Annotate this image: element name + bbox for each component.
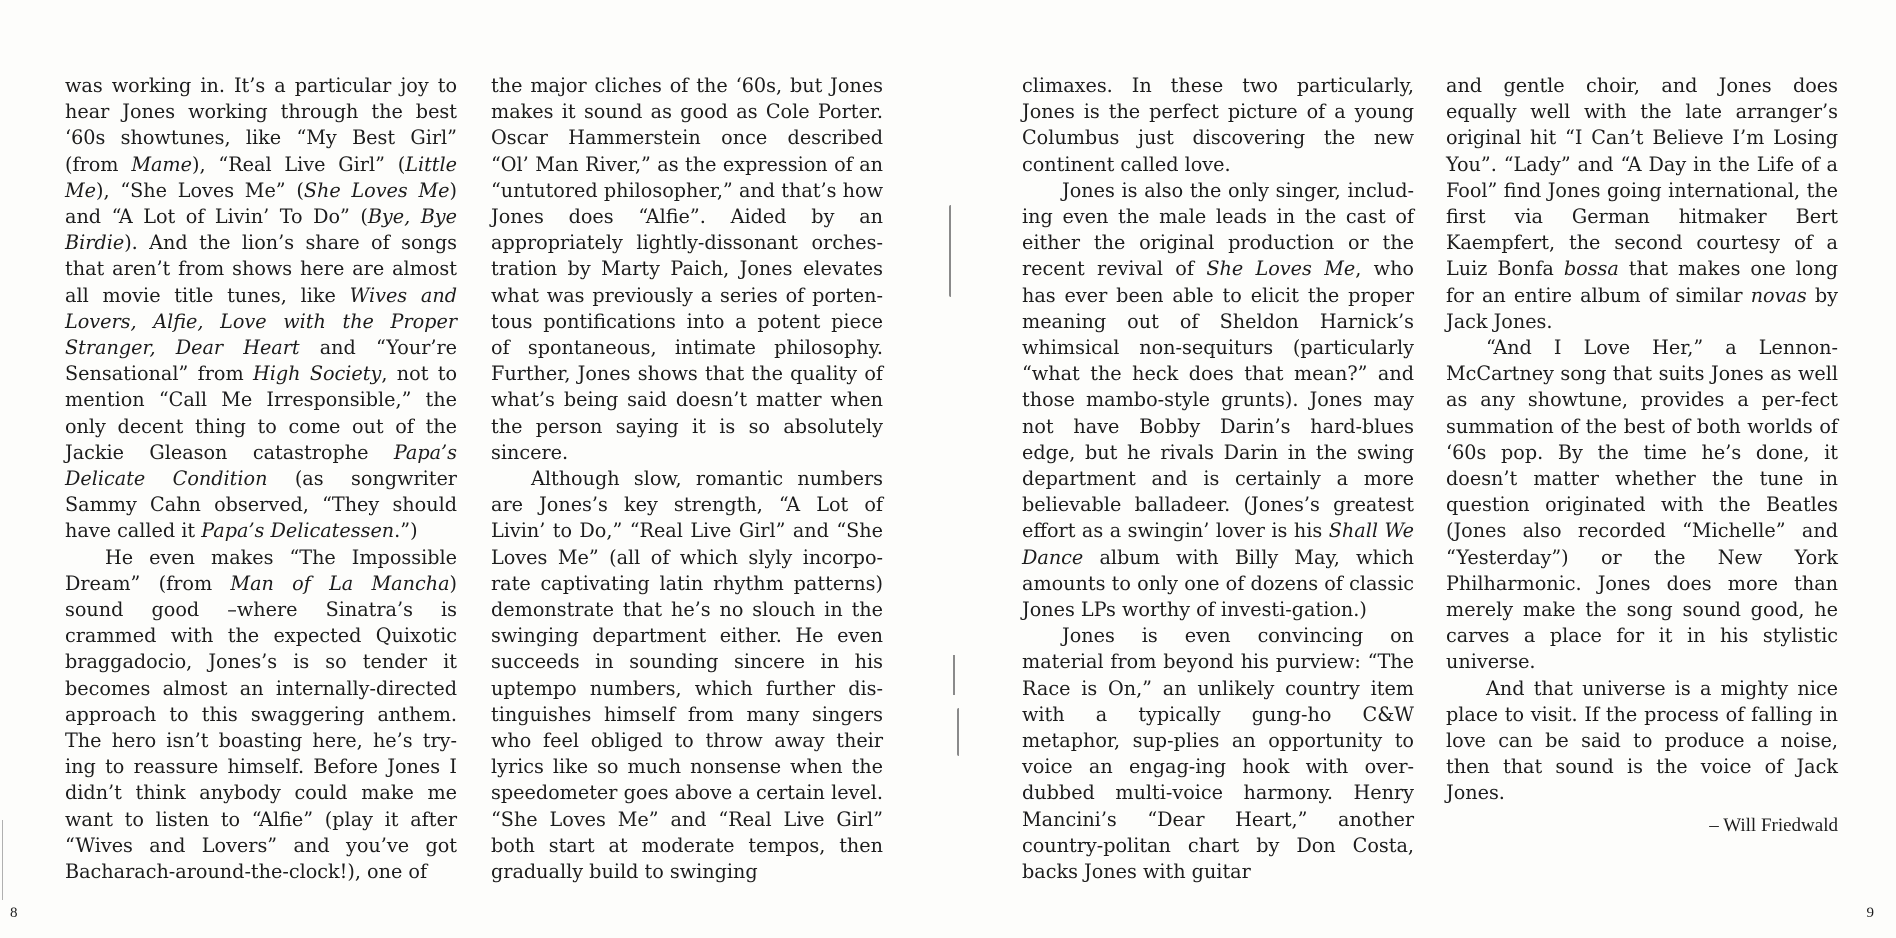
text-run: ) and “A Lot of Livin’ To Do” ( — [65, 178, 457, 229]
text-run: and “Your’re Sensational” from — [65, 336, 457, 386]
text-run: and gentle choir, and Jones does equally well with the late arranger’s original hit “I Can’t Believe I’m Losing You”. “Lady” and “A Day in the Life of a Fool” find Jones going international, the first via German hitmaker Bert Kaempfert, the second courtesy of a Luiz Bonfa — [1446, 74, 1838, 281]
text-column-1 — [65, 73, 457, 885]
binding-staple-mark — [949, 205, 951, 297]
text-run: climaxes. In these two particularly, Jones is the perfect picture of a young Columbus just discovering the new continent called love. — [1022, 74, 1414, 176]
text-run: , who has ever been able to elicit the proper meaning out of Sheldon Harnick’s whimsical non-sequiturs (particularly “what the heck does that mean?” and those mambo-style grunts). Jones may not have Bobby Darin’s hard-blues edge, but he rivals Darin in the swing department and is certainly a more believable balladeer. (Jones’s greatest effort as a swingin’ lover is his — [1022, 257, 1414, 543]
italic-title: Mame — [131, 152, 192, 176]
text-run: “And I Love Her,” a Lennon-McCartney song that suits Jones as well as any showtune, provides a per-fect summation of the best of both worlds of ‘60s pop. By the time he’s done, it doesn’t matter whether the tune in question originated with the Beatles (Jones also recorded “Michelle” and “Yesterday”) or the New York Philharmonic. Jones does more than merely make the song sound good, he carves a place for it in his stylistic universe. — [1446, 336, 1838, 674]
text-column-4 — [1446, 73, 1838, 839]
binding-staple-mark — [953, 655, 955, 695]
italic-title: Bye, Bye Birdie — [65, 205, 457, 255]
text-run: (as songwriter Sammy Cahn observed, “They should have called it — [65, 467, 457, 543]
paragraph — [1022, 623, 1414, 885]
page-edge-line — [2, 820, 3, 900]
text-run: He even makes “The Impossible Dream” (from — [65, 545, 457, 595]
italic-title: She Loves Me — [1206, 257, 1356, 281]
paragraph — [65, 545, 457, 886]
text-column-2 — [491, 73, 883, 885]
paragraph — [491, 73, 883, 466]
paragraph — [1446, 73, 1838, 335]
text-run: Although slow, romantic numbers are Jones’s key strength, “A Lot of Livin’ to Do,” “Real Live Girl” and “She Loves Me” (all of which slyly incorpo-rate captivating latin rhythm patterns) demonstrate that he’s no slouch in the swinging department either. He even succeeds in sounding sincere in his uptempo numbers, which further dis-tinguishes himself from many singers who feel obliged to throw away their lyrics like so much nonsense when the speedometer goes above a certain level. “She Loves Me” and “Real Live Girl” both start at moderate tempos, then gradually build to swinging — [491, 467, 883, 884]
italic-title: High Society — [253, 362, 382, 386]
page-number-left: 8 — [10, 905, 18, 921]
italic-title: Papa’s Delicatessen — [201, 519, 395, 543]
paragraph — [65, 73, 457, 545]
italic-title: Shall We Dance — [1022, 519, 1414, 569]
page-number-right: 9 — [1866, 905, 1874, 921]
italic-title: Man of La Mancha — [230, 571, 450, 595]
text-run: was working in. It’s a particular joy to hear Jones working through the best ‘60s showtunes, like “My Best Girl” (from — [65, 74, 457, 176]
text-run: ) sound good –where Sinatra’s is crammed with the expected Quixotic braggadocio, Jones’s is so tender it becomes almost an internally-directed approach to this swaggering anthem. The hero isn’t boasting here, he’s try-ing to reassure himself. Before Jones I didn’t think anybody could make me want to listen to “Alfie” (play it after “Wives and Lovers” and you’ve got Bacharach-around-the-clock!), one of — [65, 571, 458, 884]
text-run: by Jack Jones. — [1446, 283, 1838, 333]
text-run: album with Billy May, which amounts to only one of dozens of classic Jones LPs worthy of investi-gation.) — [1022, 545, 1414, 622]
italic-title: Wives and Lovers, Alfie, Love with the Proper Stranger, Dear Heart — [65, 283, 457, 360]
text-run: ). And the lion’s share of songs that aren’t from shows here are almost all movie title tunes, like — [65, 231, 457, 307]
text-run: ), “Real Live Girl” ( — [191, 152, 406, 176]
italic-title: novas — [1750, 283, 1807, 307]
italic-title: Papa’s Delicate Condition — [65, 440, 457, 491]
text-run: Jones is also the only singer, includ-ing even the male leads in the cast of either the original production or the recent revival of — [1022, 178, 1414, 281]
text-run: the major cliches of the ‘60s, but Jones makes it sound as good as Cole Porter. Oscar Hammerstein once described “Ol’ Man River,” as the expression of an “untutored philosopher,” and that’s how Jones does “Alfie”. Aided by an appropriately lightly-dissonant orches-tration by Marty Paich, Jones elevates what was previously a series of porten-tous pontifications into a potent piece of spontaneous, intimate philosophy. Further, Jones shows that the quality of what’s being said doesn’t matter when the person saying it is so absolutely sincere. — [491, 74, 883, 464]
italic-title: bossa — [1563, 257, 1619, 281]
text-run: , not to mention “Call Me Irresponsible,” the only decent thing to come out of the Jackie Gleason catastrophe — [65, 362, 458, 464]
text-column-3 — [1022, 73, 1414, 885]
italic-title: Little Me — [65, 152, 458, 202]
binding-staple-mark — [957, 708, 959, 756]
italic-title: She Loves Me — [303, 178, 450, 202]
text-run: Jones is even convincing on material from beyond his purview: “The Race is On,” an unlikely country item with a typically gung-ho C&W metaphor, sup-plies an opportunity to voice an engag-ing hook with over-dubbed multi-voice harmony. Henry Mancini’s “Dear Heart,” another country-politan chart by Don Costa, backs Jones with guitar — [1022, 624, 1414, 884]
paragraph — [1022, 73, 1414, 178]
text-run: ), “She Loves Me” ( — [96, 178, 304, 202]
paragraph — [491, 466, 883, 885]
paragraph — [1446, 676, 1838, 807]
paragraph — [1446, 335, 1838, 676]
paragraph — [1022, 178, 1414, 623]
author-signature: – Will Friedwald — [1709, 814, 1838, 836]
text-run: that makes one long for an entire album of similar — [1446, 257, 1838, 307]
text-run: And that universe is a mighty nice place to visit. If the process of falling in love can be said to produce a noise, then that sound is the voice of Jack Jones. — [1446, 676, 1838, 805]
text-run: .”) — [394, 519, 418, 543]
